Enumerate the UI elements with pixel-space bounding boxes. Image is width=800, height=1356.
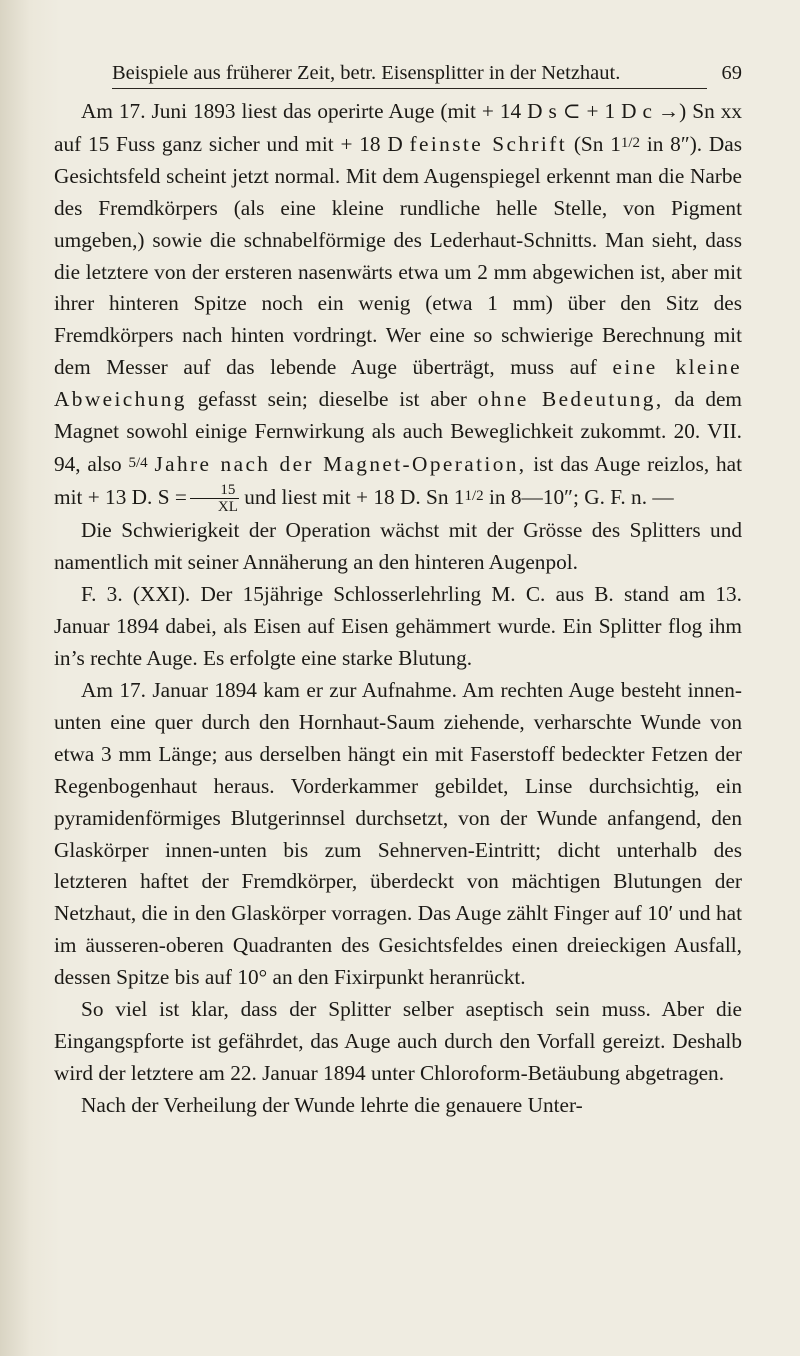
spaced-emphasis: feinste Schrift [409, 131, 568, 156]
running-header [112, 56, 742, 90]
text-run: in 8″). Das Gesichtsfeld scheint jetzt normal. Mit dem Augenspiegel erkennt man die Narbe des Fremdkörpers (als eine kleine rundliche helle Stelle, von Pigment umgeben,) sowie die schnabelförmige des Lederhaut-Schnitts. Man sieht, dass die letztere von der ersteren nasenwärts etwa um 2 mm abgewichen ist, aber mit ihrer hinteren Spitze noch ein wenig (etwa 1 mm) über den Sitz des Fremdkörpers nach hinten vordringt. Wer eine so schwierige Berechnung mit dem Messer auf das lebende Auge überträgt, muss auf [54, 131, 743, 380]
header-rule [112, 88, 707, 89]
spaced-emphasis: eine kleine Abweichung [54, 355, 743, 412]
fraction-numerator: 15 [190, 482, 239, 499]
text-run: in 8—10″; G. F. n. — [483, 484, 674, 509]
fraction: 1/2 [464, 487, 484, 504]
spaced-emphasis: ohne Bedeutung, [477, 387, 664, 412]
running-title: Beispiele aus früherer Zeit, betr. Eisensplitter in der Netzhaut. [112, 62, 621, 84]
visual-acuity-fraction [190, 482, 239, 515]
text-run: gefasst sein; dieselbe ist aber [186, 387, 478, 412]
paragraph-2: Die Schwierigkeit der Operation wächst mit der Grösse des Splitters und namentlich mit seiner Annäherung an den hinteren Augenpol. [54, 518, 742, 575]
paragraph-3: F. 3. (XXI). Der 15jährige Schlosserlehrling M. C. aus B. stand am 13. Januar 1894 dabei, als Eisen auf Eisen gehämmert wurde. Ein Splitter flog ihm in’s rechte Auge. Es erfolgte eine starke Blutung. [54, 582, 742, 671]
spaced-emphasis: Jahre nach der Magnet-Operation, [154, 451, 527, 476]
paragraph-5: So viel ist klar, dass der Splitter selber aseptisch sein muss. Aber die Eingangspforte ist gefährdet, das Auge auch durch den Vorfall gereizt. Deshalb wird der letztere am 22. Januar 1894 unter Chloroform-Betäubung abgetragen. [54, 997, 742, 1085]
fraction: 5/4 [128, 454, 148, 471]
text-run: ist das Auge reizlos, hat mit + 13 D. S = [54, 451, 742, 509]
text-run: Am 17. Juni 1893 liest das operirte Auge (mit + 14 D s ⊂ + 1 D c →) Sn xx auf 15 Fuss ganz sicher und mit + 18 D [54, 99, 742, 156]
text-run: und liest mit + 18 D. Sn 1 [238, 484, 465, 509]
fraction: 1/2 [620, 134, 641, 151]
text-run: da dem Magnet sowohl einige Fernwirkung als auch Beweglichkeit zukommt. 20. VII. 94, also [54, 387, 742, 476]
paragraph-1 [54, 96, 742, 515]
paragraph-6: Nach der Verheilung der Wunde lehrte die genauere Unter- [81, 1092, 583, 1117]
text-run: (Sn 1 [567, 131, 621, 156]
page-number: 69 [721, 62, 742, 84]
fraction-denominator: XL [217, 499, 238, 516]
paragraph-4: Am 17. Januar 1894 kam er zur Aufnahme. Am rechten Auge besteht innen-unten eine quer durch den Hornhaut-Saum ziehende, verharschte Wunde von etwa 3 mm Länge; aus derselben hängt ein mit Faserstoff bedeckter Fetzen der Regenbogenhaut heraus. Vorderkammer gebildet, Linse durchsichtig, ein pyramidenförmiges Blutgerinnsel durchsetzt, von der Wunde anfangend, den Glaskörper innen-unten bis zum Sehnerven-Eintritt; dicht unterhalb des letzteren haftet der Fremdkörper, überdeckt von mächtigen Blutungen der Netzhaut, die in den Glaskörper vorragen. Das Auge zählt Finger auf 10′ und hat im äusseren-oberen Quadranten des Gesichtsfeldes einen dreieckigen Ausfall, dessen Spitze bis auf 10° an den Fixirpunkt heranrückt. [54, 678, 742, 990]
body-text [54, 96, 742, 1122]
